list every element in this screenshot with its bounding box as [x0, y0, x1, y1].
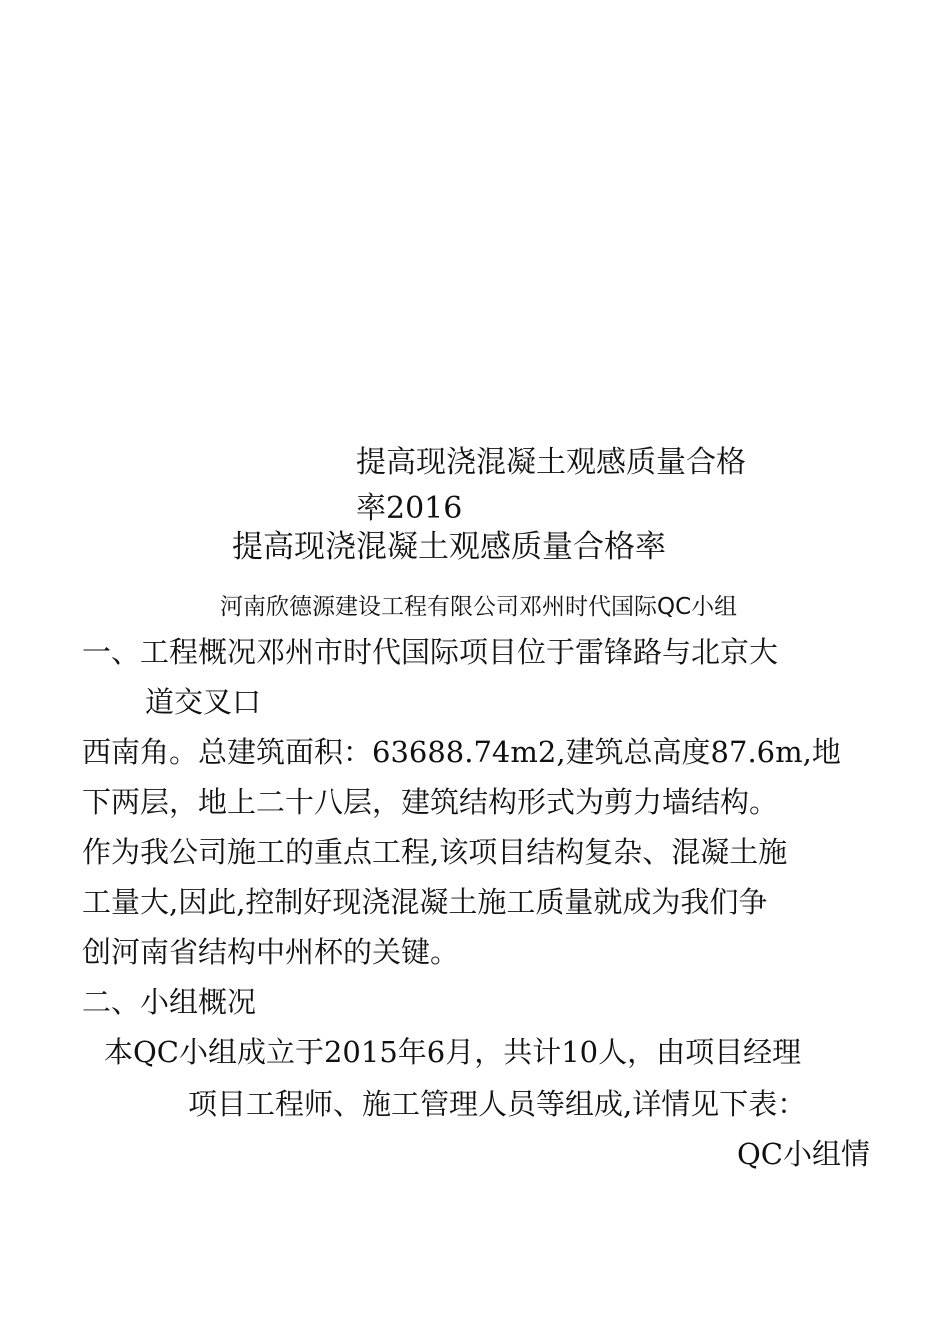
- section1-para-line: 创河南省结构中州杯的关键。: [82, 935, 460, 969]
- table-caption: QC小组情: [737, 1137, 870, 1171]
- section2-para-line2: 项目工程师、施工管理人员等组成,详情见下表：: [188, 1087, 807, 1121]
- section1-heading-line2: 道交叉口: [145, 685, 262, 719]
- cover-title-line1: 提高现浇混凝土观感质量合格: [356, 445, 746, 480]
- section1-para-line: 工量大,因此,控制好现浇混凝土施工质量就成为我们争: [82, 885, 768, 919]
- section1-para-line: 作为我公司施工的重点工程,该项目结构复杂、混凝土施: [82, 835, 788, 869]
- section1-heading-line1: 一、工程概况邓州市时代国际项目位于雷锋路与北京大: [82, 635, 779, 669]
- section2-heading: 二、小组概况: [82, 985, 257, 1019]
- subtitle: 河南欣德源建设工程有限公司邓州时代国际QC小组: [220, 594, 738, 620]
- main-title: 提高现浇混凝土观感质量合格率: [232, 529, 666, 565]
- section2-para-line1: 本QC小组成立于2015年6月，共计10人，由项目经理: [104, 1035, 802, 1069]
- section1-para-line: 西南角。总建筑面积：63688.74m2,建筑总高度87.6m,地: [82, 735, 841, 769]
- section1-para-line: 下两层，地上二十八层，建筑结构形式为剪力墙结构。: [82, 785, 779, 819]
- cover-title-line2: 率2016: [356, 491, 463, 526]
